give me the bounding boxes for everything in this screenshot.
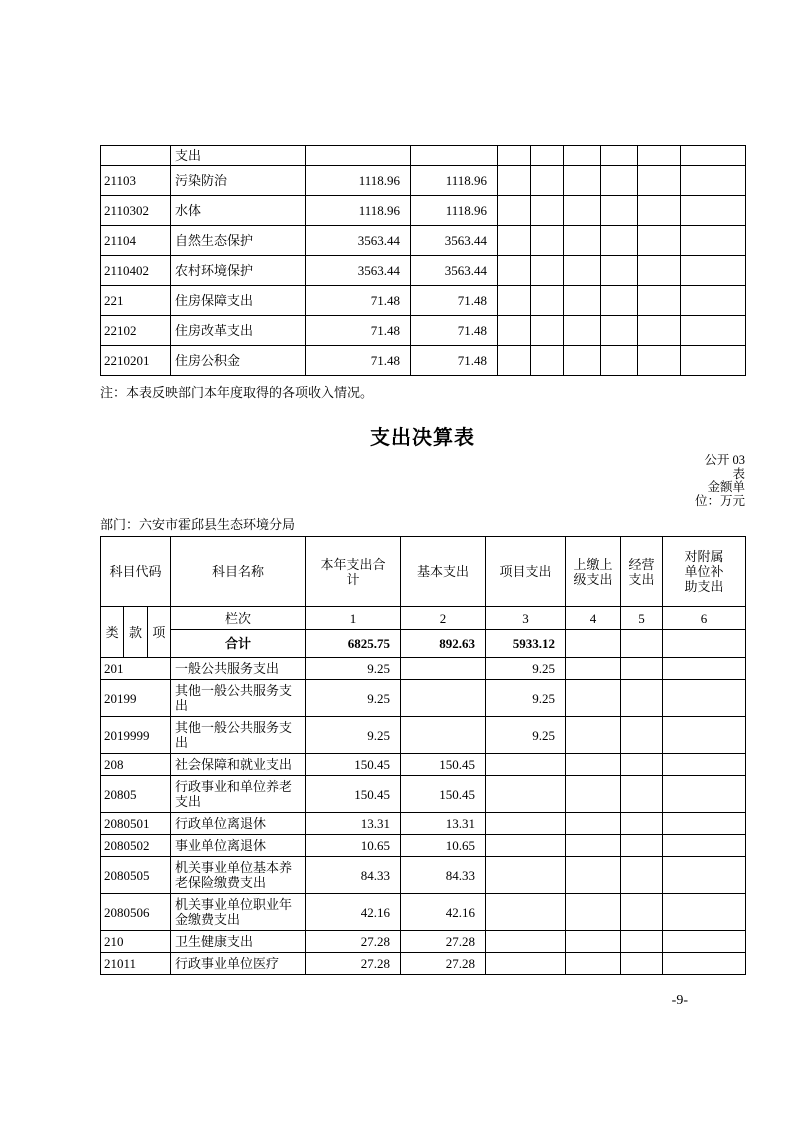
empty-cell [681,316,746,346]
empty-cell [601,316,638,346]
empty-cell [498,166,531,196]
expenditure-table-row [101,776,746,813]
empty-cell [531,316,564,346]
empty-cell [498,286,531,316]
empty-cell [498,196,531,226]
empty-cell [663,835,746,857]
empty-cell [681,226,746,256]
amount-project [486,931,566,953]
subject-code: 2080506 [101,894,171,931]
empty-cell [601,286,638,316]
expenditure-table-row [101,857,746,894]
column-index-row [101,607,746,630]
empty-cell [663,754,746,776]
subject-name: 农村环境保护 [171,256,306,286]
class-label: 类 [105,624,119,640]
subject-name: 一般公共服务支出 [171,658,306,680]
empty-cell [566,894,621,931]
amount-project: 9.25 [486,717,566,754]
subject-name: 行政单位离退休 [171,813,306,835]
amount-basic: 150.45 [401,754,486,776]
amount-total: 71.48 [306,316,411,346]
amount-total: 9.25 [306,717,401,754]
subject-name: 行政事业和单位养老支出 [171,776,306,813]
empty-cell [663,680,746,717]
empty-cell [621,776,663,813]
income-table-row [101,226,746,256]
subject-code: 2080501 [101,813,171,835]
total-row [101,630,746,658]
empty-cell [638,316,681,346]
amount-basic: 42.16 [401,894,486,931]
income-table [100,145,746,376]
empty-cell [566,835,621,857]
expenditure-header-row [101,537,746,607]
subject-code: 21104 [101,226,171,256]
total-basic-amount: 892.63 [401,630,486,658]
amount-fiscal: 71.48 [411,286,498,316]
subject-name: 机关事业单位职业年金缴费支出 [171,894,306,931]
empty-cell [681,166,746,196]
subject-name: 机关事业单位基本养老保险缴费支出 [171,857,306,894]
empty-cell [621,680,663,717]
expenditure-table-row [101,717,746,754]
doc-code-line: 位：万元 [694,493,745,508]
empty-cell [601,146,638,166]
empty-cell [638,166,681,196]
subject-name: 其他一般公共服务支出 [171,680,306,717]
amount-total: 27.28 [306,953,401,975]
empty-cell [566,953,621,975]
amount-fiscal: 71.48 [411,316,498,346]
empty-cell [621,658,663,680]
subject-code: 221 [101,286,171,316]
amount-total: 71.48 [306,286,411,316]
amount-total [306,146,411,166]
amount-total: 3563.44 [306,226,411,256]
empty-cell [663,857,746,894]
amount-project [486,857,566,894]
income-table-note: 注：本表反映部门本年度取得的各项收入情况。 [100,385,374,400]
amount-total: 3563.44 [306,256,411,286]
empty-cell [663,894,746,931]
subject-code: 210 [101,931,171,953]
empty-cell [621,857,663,894]
amount-total: 42.16 [306,894,401,931]
doc-code-line: 金额单 [707,480,745,494]
empty-cell [663,630,746,658]
amount-basic: 27.28 [401,931,486,953]
amount-basic: 84.33 [401,857,486,894]
code-subcolumns-cell [101,607,171,658]
header-total-expenditure: 本年支出合计 [306,537,401,607]
column-index: 6 [663,607,746,630]
empty-cell [638,226,681,256]
subject-name: 行政事业单位医疗 [171,953,306,975]
empty-cell [681,346,746,376]
subject-code: 22102 [101,316,171,346]
empty-cell [566,754,621,776]
expenditure-table-row [101,754,746,776]
column-index: 1 [306,607,401,630]
doc-code-line: 公开 03 [704,453,745,467]
empty-cell [566,813,621,835]
amount-project [486,894,566,931]
amount-total: 10.65 [306,835,401,857]
column-index: 2 [401,607,486,630]
empty-cell [681,146,746,166]
amount-project: 9.25 [486,658,566,680]
amount-total: 1118.96 [306,166,411,196]
empty-cell [531,256,564,286]
empty-cell [564,346,601,376]
amount-fiscal: 71.48 [411,346,498,376]
empty-cell [498,346,531,376]
doc-code-line: 表 [732,466,745,481]
amount-project [486,953,566,975]
empty-cell [663,658,746,680]
income-table-row [101,316,746,346]
empty-cell [531,196,564,226]
subject-name: 事业单位离退休 [171,835,306,857]
empty-cell [566,680,621,717]
section-label: 款 [123,607,146,657]
empty-cell [638,256,681,286]
empty-cell [566,776,621,813]
empty-cell [564,226,601,256]
empty-cell [531,286,564,316]
subject-code: 2019999 [101,717,171,754]
empty-cell [531,146,564,166]
empty-cell [564,146,601,166]
empty-cell [498,146,531,166]
subject-code: 2080502 [101,835,171,857]
empty-cell [601,226,638,256]
amount-basic [401,658,486,680]
subject-code: 2110302 [101,196,171,226]
header-basic-expenditure: 基本支出 [401,537,486,607]
department-label: 部门：六安市霍邱县生态环境分局 [100,517,296,532]
empty-cell [601,196,638,226]
income-table-row [101,286,746,316]
subject-name: 支出 [171,146,306,166]
subject-name: 住房保障支出 [171,286,306,316]
subject-name: 住房改革支出 [171,316,306,346]
empty-cell [621,630,663,658]
column-index: 3 [486,607,566,630]
total-amount: 6825.75 [306,630,401,658]
amount-total: 150.45 [306,776,401,813]
header-subject-name: 科目名称 [171,537,306,607]
subject-code: 20805 [101,776,171,813]
empty-cell [621,835,663,857]
subject-code: 201 [101,658,171,680]
empty-cell [681,256,746,286]
empty-cell [663,813,746,835]
amount-project: 9.25 [486,680,566,717]
subject-name: 其他一般公共服务支出 [171,717,306,754]
empty-cell [663,776,746,813]
column-index: 4 [566,607,621,630]
amount-project [486,754,566,776]
subject-name: 水体 [171,196,306,226]
income-table-row [101,166,746,196]
amount-total: 84.33 [306,857,401,894]
empty-cell [601,346,638,376]
subject-code: 2080505 [101,857,171,894]
expenditure-table-row [101,953,746,975]
empty-cell [621,813,663,835]
expenditure-table-row [101,813,746,835]
amount-fiscal: 1118.96 [411,196,498,226]
empty-cell [531,226,564,256]
income-table-row [101,346,746,376]
total-project-amount: 5933.12 [486,630,566,658]
empty-cell [621,717,663,754]
amount-total: 9.25 [306,658,401,680]
empty-cell [566,630,621,658]
subject-code: 20199 [101,680,171,717]
subject-name: 自然生态保护 [171,226,306,256]
page-title: 支出决算表 [370,427,475,449]
amount-fiscal: 3563.44 [411,226,498,256]
empty-cell [564,166,601,196]
header-upper-level-expenditure: 上缴上级支出 [566,537,621,607]
amount-fiscal [411,146,498,166]
empty-cell [621,953,663,975]
amount-total: 1118.96 [306,196,411,226]
amount-total: 9.25 [306,680,401,717]
empty-cell [663,717,746,754]
empty-cell [681,196,746,226]
amount-project [486,813,566,835]
empty-cell [498,316,531,346]
expenditure-table-row [101,658,746,680]
subject-name: 污染防治 [171,166,306,196]
subject-name: 社会保障和就业支出 [171,754,306,776]
empty-cell [663,953,746,975]
expenditure-table-row [101,931,746,953]
amount-basic [401,680,486,717]
empty-cell [498,256,531,286]
doc-code-block [100,454,745,508]
expenditure-table [100,536,746,975]
empty-cell [638,146,681,166]
page-number: -9- [671,993,688,1008]
amount-project [486,776,566,813]
column-index: 5 [621,607,663,630]
expenditure-table-row [101,680,746,717]
empty-cell [638,196,681,226]
expenditure-table-row [101,835,746,857]
income-table-row [101,196,746,226]
empty-cell [681,286,746,316]
empty-cell [498,226,531,256]
empty-cell [621,894,663,931]
subject-code: 21103 [101,166,171,196]
empty-cell [566,857,621,894]
subject-name: 卫生健康支出 [171,931,306,953]
empty-cell [566,717,621,754]
empty-cell [564,316,601,346]
amount-total: 13.31 [306,813,401,835]
income-table-row [101,146,746,166]
empty-cell [638,286,681,316]
empty-cell [621,931,663,953]
subject-code: 2110402 [101,256,171,286]
subject-code: 2210201 [101,346,171,376]
empty-cell [564,196,601,226]
header-operating-expenditure: 经营支出 [621,537,663,607]
amount-project [486,835,566,857]
header-subject-code: 科目代码 [101,537,171,607]
amount-basic: 13.31 [401,813,486,835]
empty-cell [638,346,681,376]
empty-cell [621,754,663,776]
amount-basic: 27.28 [401,953,486,975]
amount-fiscal: 3563.44 [411,256,498,286]
expenditure-table-row [101,894,746,931]
empty-cell [531,346,564,376]
empty-cell [564,256,601,286]
column-index-label: 栏次 [171,607,306,630]
income-table-row [101,256,746,286]
header-project-expenditure: 项目支出 [486,537,566,607]
empty-cell [601,256,638,286]
amount-total: 71.48 [306,346,411,376]
amount-total: 150.45 [306,754,401,776]
subject-name: 住房公积金 [171,346,306,376]
amount-fiscal: 1118.96 [411,166,498,196]
amount-basic: 10.65 [401,835,486,857]
empty-cell [531,166,564,196]
empty-cell [663,931,746,953]
header-subsidiary-expenditure: 对附属单位补助支出 [663,537,746,607]
empty-cell [564,286,601,316]
amount-basic [401,717,486,754]
amount-basic: 150.45 [401,776,486,813]
amount-total: 27.28 [306,931,401,953]
empty-cell [601,166,638,196]
total-label: 合计 [171,630,306,658]
subject-code: 21011 [101,953,171,975]
subject-code: 208 [101,754,171,776]
item-label: 项 [147,607,170,657]
empty-cell [566,931,621,953]
subject-code [101,146,171,166]
empty-cell [566,658,621,680]
